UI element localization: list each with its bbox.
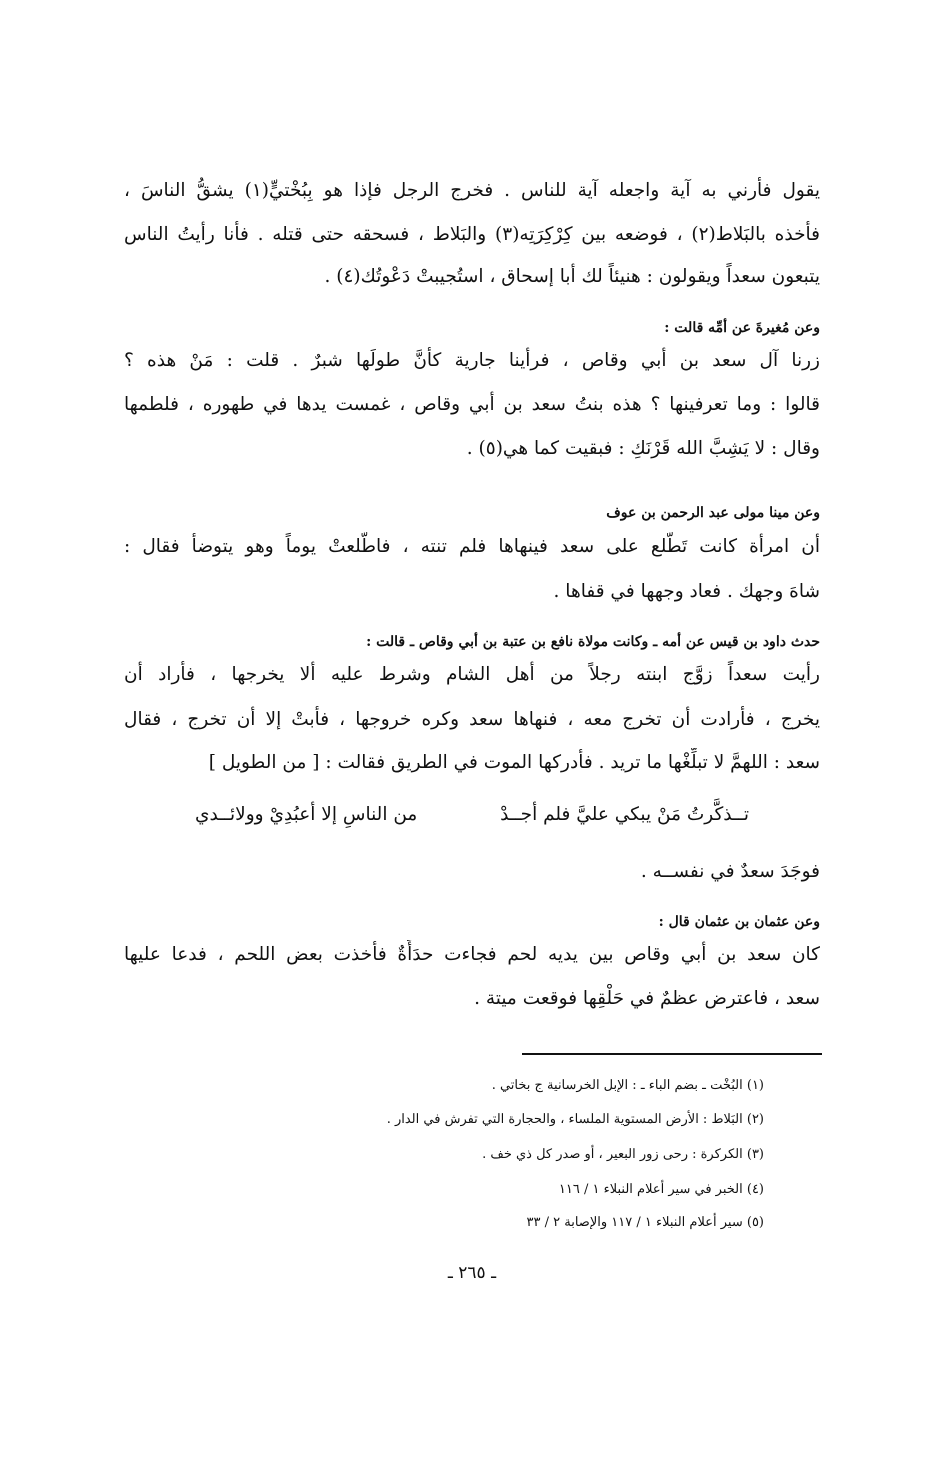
footnote-4: (٤) الخبر في سير أعلام النبلاء ١ / ١١٦ [558, 1182, 764, 1197]
verse-first-hemistich: تــذكَّرتُ مَنْ يبكي عليَّ فلم أجــدْ [500, 804, 749, 825]
after-verse-line: فوجَدَ سعدٌ في نفســه . [640, 861, 820, 882]
para5-line-1: كان سعد بن أبي وقاص بين يديه لحم فجاءت حدَأَةٌ فأخذت بعض اللحم ، فدعا عليها [124, 944, 820, 965]
footnote-3: (٣) الكركرة : رحى زور البعير ، أو صدر كل ذي خف . [482, 1147, 764, 1162]
heading-mughira: وعن مُغيرةَ عن أمِّه قالت : [664, 320, 820, 336]
para4-line-2: يخرج ، فأرادت أن تخرج معه ، فنهاها سعد وكره خروجها ، فأبتْ إلا أن تخرج ، فقال [124, 709, 820, 730]
footnote-2: (٢) البَلاط : الأرض المستوية الملساء ، والحجارة التي تفرش في الدار . [386, 1112, 764, 1127]
verse-second-hemistich: من الناسِ إلا أعبُدِيْ وولائــدي [195, 804, 418, 825]
para1-line-1: يقول فأرني به آية واجعله آية للناس . فخرج الرجل فإذا هو بِبُخْتيٍّ(١) يشقُّ الناسَ ، [124, 180, 820, 201]
footnote-1: (١) البُخْت ـ بضم الباء ـ : الإبل الخرسانية ج بخاتي . [491, 1078, 764, 1093]
heading-mina: وعن مينا مولى عبد الرحمن بن عوف [606, 505, 820, 521]
para3-line-2: شاهَ وجهك . فعاد وجهها في قفاها . [553, 581, 820, 602]
footnote-5: (٥) سير أعلام النبلاء ١ / ١١٧ والإصابة ٢ / ٣٣ [526, 1215, 764, 1230]
para4-line-3: سعد : اللهمَّ لا تبلِّغْها ما تريد . فأدركها الموت في الطريق فقالت : [ من الطويل ] [208, 752, 820, 773]
para2-line-3: وقال : لا يَشِبَّ الله قَرْنَكِ : فبقيت كما هي(٥) . [466, 438, 820, 459]
para2-line-2: قالوا : وما تعرفينها ؟ هذه بنتُ سعد بن أبي وقاص ، غمست يدها في طهوره ، فلطمها [124, 394, 820, 415]
para2-line-1: زرنا آل سعد بن أبي وقاص ، فرأينا جارية كأنَّ طولَها شبرٌ . قلت : مَنْ هذه ؟ [124, 350, 820, 371]
footnote-separator [522, 1053, 822, 1055]
para3-line-1: أن امرأة كانت تَطَّلع على سعد فينهاها فلم تنته ، فاطَّلعتْ يوماً وهو يتوضأ فقال : [124, 536, 820, 557]
heading-uthman: وعن عثمان بن عثمان قال : [658, 914, 820, 930]
para1-line-2: فأخذه بالبَلاط(٢) ، فوضعه بين كِرْكِرَتِه(٣) والبَلاط ، فسحقه حتى قتله . فأنا رأيتُ الناس [124, 224, 820, 245]
para1-line-3: يتبعون سعداً ويقولون : هنيئاً لك أبا إسحاق ، استُجيبتْ دَعْوتُك(٤) . [324, 266, 820, 287]
page-number: ـ ٢٦٥ ـ [447, 1263, 497, 1283]
para4-line-1: رأيت سعداً زوَّج ابنته رجلاً من أهل الشام وشرط عليه ألا يخرجها ، فأراد أن [124, 664, 820, 685]
heading-dawud: حدث داود بن قيس عن أمه ـ وكانت مولاة نافع بن عتبة بن أبي وقاص ـ قالت : [366, 634, 820, 650]
para5-line-2: سعد ، فاعترض عظمٌ في حَلْقِها فوقعت ميتة . [474, 988, 820, 1009]
